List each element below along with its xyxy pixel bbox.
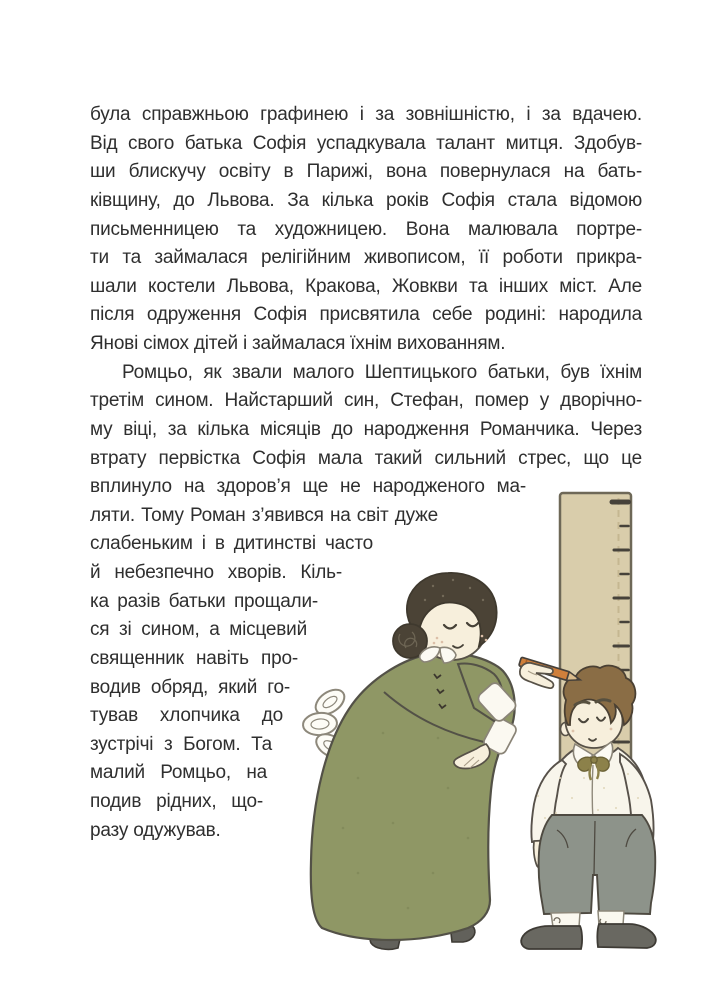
text-line: ляти. Тому Роман з’явився на світ дуже [90, 505, 438, 526]
text-line: ківщину, до Львова. За кілька років Софія стала відомою [90, 190, 642, 211]
text-line: тував хлопчика до [90, 705, 283, 726]
text-line: ка разів батьки прощали- [90, 591, 318, 612]
sock-curl [600, 919, 606, 924]
sock-curl [554, 918, 560, 923]
text-line: слабеньким і в дитинстві часто [90, 533, 373, 554]
boy-left-boot [521, 926, 582, 949]
text-line: разу одужував. [90, 820, 221, 841]
text-line: й небезпечно хворів. Кіль- [90, 562, 342, 583]
text-line: му віці, за кілька місяців до народження Романчика. Через [90, 419, 642, 440]
text-line: Від свого батька Софія успадкувала талант митця. Здобув- [90, 133, 642, 154]
text-line: після одруження Софія присвятила себе родині: народила [90, 304, 642, 325]
mother-left-shoe [370, 928, 402, 949]
boy-left-sock [551, 913, 580, 928]
text-line: Ромцьо, як звали малого Шептицького батьки, був їхнім [122, 362, 642, 383]
boy-right-sock [598, 911, 624, 925]
text-line: ти та займалася релігійним живописом, її роботи прикра- [90, 247, 642, 268]
text-line: малий Ромцьо, на [90, 762, 267, 783]
text-line: ся зі сином, а місцевий [90, 619, 307, 640]
text-line: шали костели Львова, Кракова, Жовкви та інших міст. Але [90, 276, 642, 297]
text-line: вплинуло на здоров’я ще не народженого ма- [90, 476, 526, 497]
text-line: письменницею та художницею. Вона малювала портре- [90, 219, 642, 240]
text-line: водив обряд, який го- [90, 677, 290, 698]
body-text [90, 101, 642, 881]
text-line: була справжньою графинею і за зовнішністю, і за вдачею. [90, 104, 642, 125]
boy-right-boot [597, 924, 655, 948]
text-line: зустрічі з Богом. Та [90, 734, 272, 755]
text-line: втрату первістка Софія мала такий сильний стрес, що це [90, 448, 642, 469]
mother-right-shoe [450, 922, 475, 942]
text-line: Янові сімох дітей і займалася їхнім вихованням. [90, 333, 506, 354]
text-line: подив рідних, що- [90, 791, 263, 812]
text-line: третім сином. Найстарший син, Стефан, помер у дворічно- [90, 390, 642, 411]
text-line: священник навіть про- [90, 648, 298, 669]
text-line: ши блискучу освіту в Парижі, вона повернулася на бать- [90, 161, 642, 182]
